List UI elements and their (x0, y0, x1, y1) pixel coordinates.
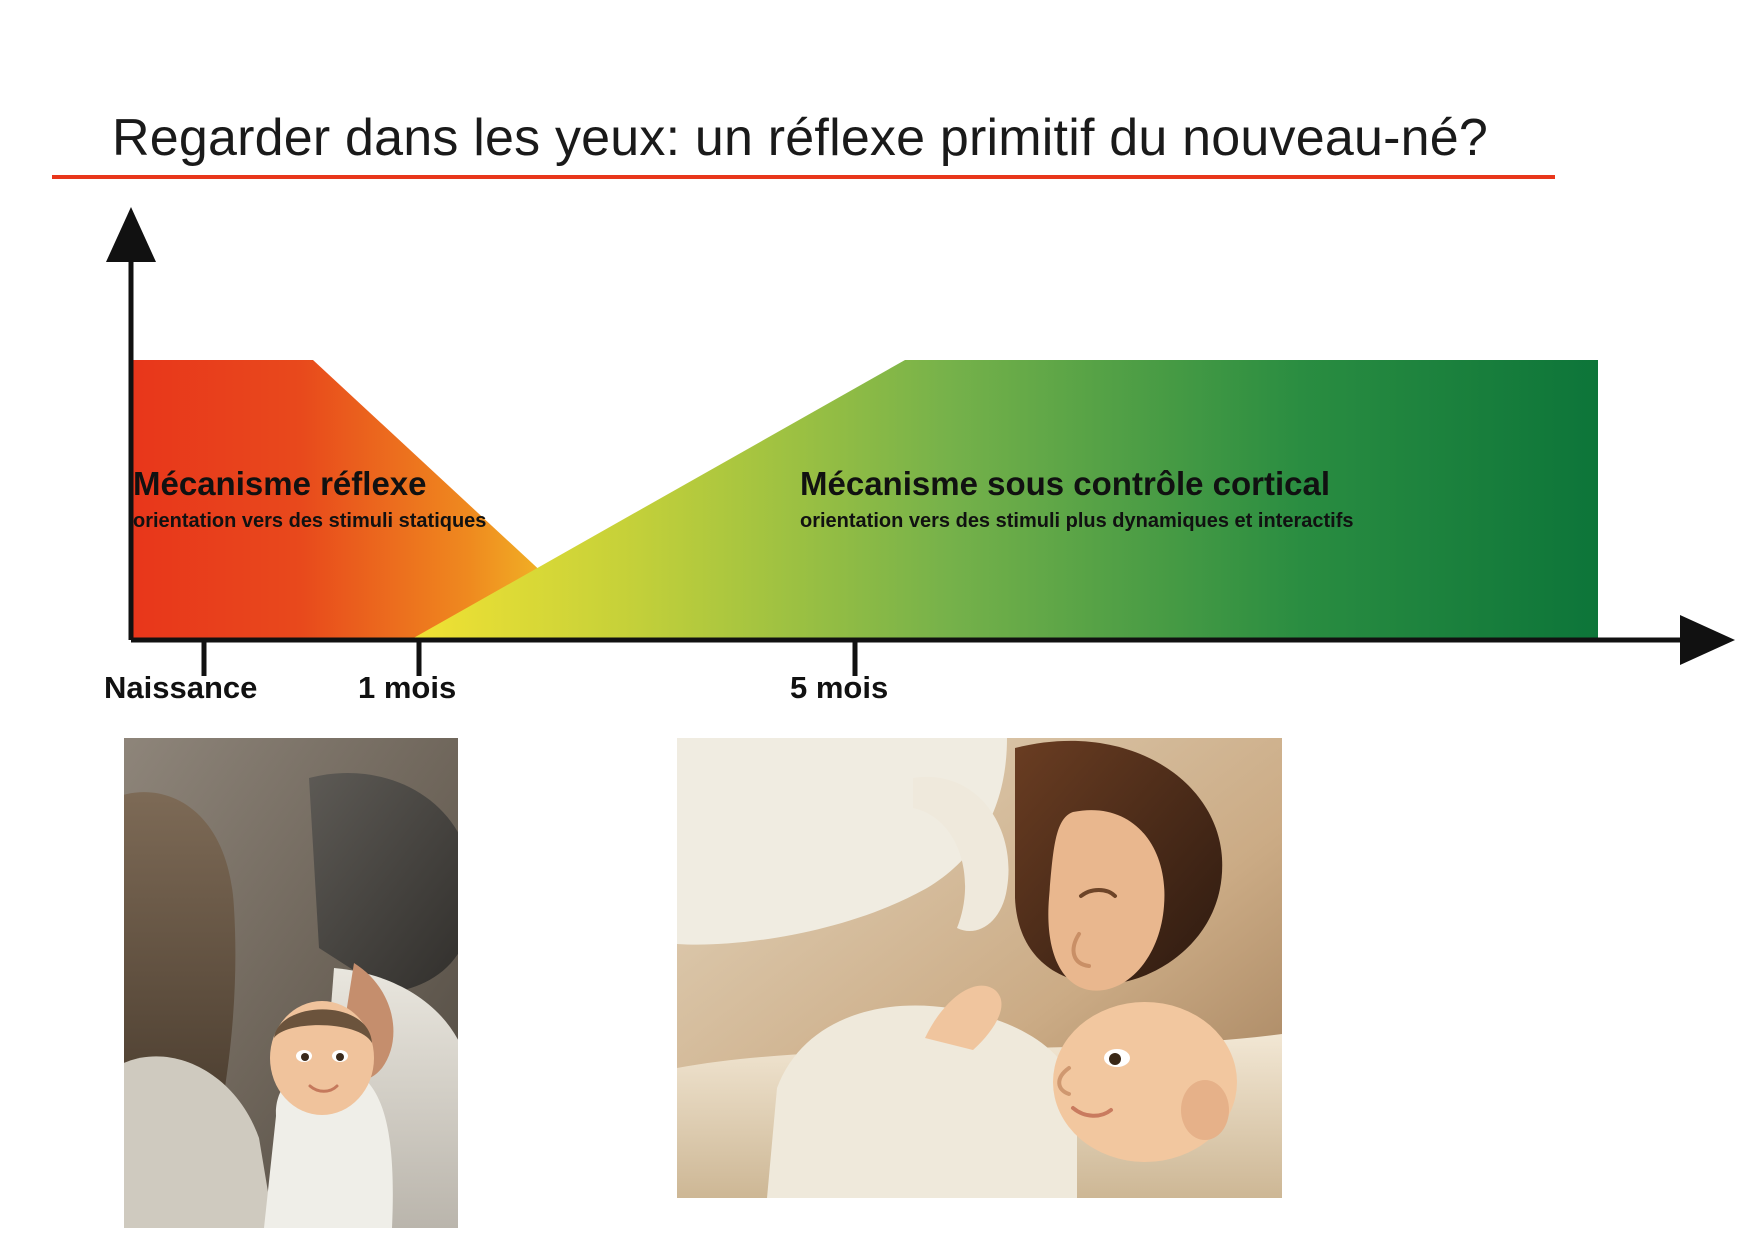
band-reflexe-title: Mécanisme réflexe (133, 465, 427, 502)
band-reflexe-subtitle: orientation vers des stimuli statiques (133, 510, 487, 533)
photo-newborn-parents (124, 738, 458, 1228)
band-cortical-title: Mécanisme sous contrôle cortical (800, 465, 1331, 502)
axis-tick-label-5mois: 5 mois (790, 670, 889, 705)
band-label-cortical (800, 466, 1353, 532)
page-title: Regarder dans les yeux: un réflexe primitif du nouveau-né? (112, 109, 1488, 167)
axis-tick-label-naissance: Naissance (104, 670, 258, 705)
photo-newborn-parents-graphic (124, 738, 458, 1228)
band-cortical-subtitle: orientation vers des stimuli plus dynamiques et interactifs (800, 510, 1354, 533)
axis-tick-label-1mois: 1 mois (358, 670, 457, 705)
photo-mother-baby (677, 738, 1282, 1198)
band-label-reflexe (133, 466, 486, 532)
photo-mother-baby-graphic (677, 738, 1282, 1198)
